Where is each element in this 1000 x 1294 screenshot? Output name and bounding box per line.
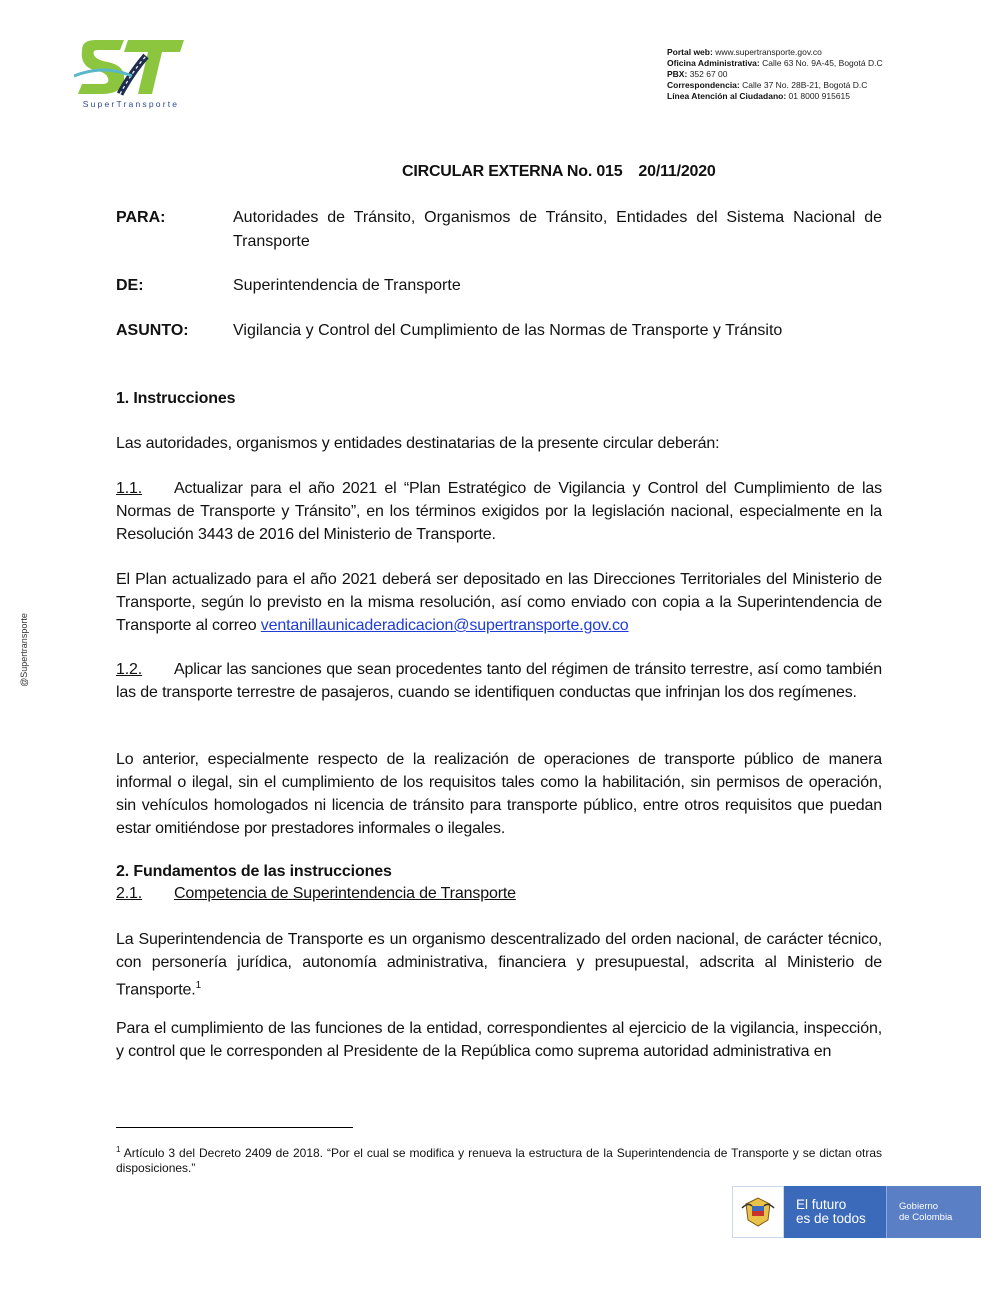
supertransporte-logo-icon (74, 36, 188, 98)
subsection-2-1-title: Competencia de Superintendencia de Transporte (174, 885, 516, 902)
footnote (116, 1142, 882, 1176)
subsection-2-1 (116, 882, 882, 905)
header-contact-info (667, 47, 883, 102)
para-value: Autoridades de Tránsito, Organismos de Tránsito, Entidades del Sistema Nacional de Transporte (233, 209, 882, 250)
section-2-paragraph-1-text: La Superintendencia de Transporte es un organismo descentralizado del orden nacional, de carácter técnico, con personería jurídica, autonomía administrativa, financiera y presupuestal, adscrita al Ministerio de Transporte. (116, 931, 882, 999)
footnote-number: 1 (116, 1145, 121, 1154)
gobierno-block (887, 1186, 981, 1238)
item-1-2 (116, 658, 882, 704)
para-key: PARA: (116, 209, 166, 226)
coat-of-arms-icon (732, 1186, 784, 1238)
footnote-text: Artículo 3 del Decreto 2409 de 2018. “Por el cual se modifica y renueva la estructura de la Superintendencia de Transporte y se dictan otras disposiciones.” (116, 1146, 882, 1175)
de-key: DE: (116, 277, 144, 294)
item-1-2-number: 1.2. (116, 661, 143, 678)
de-value: Superintendencia de Transporte (233, 277, 461, 294)
footnote-divider (116, 1127, 353, 1128)
section-1-heading: 1. Instrucciones (116, 390, 236, 407)
section-1-intro: Las autoridades, organismos y entidades destinatarias de la presente circular deberán: (116, 435, 720, 452)
side-social-handle: @Supertransporte (19, 613, 29, 687)
asunto-row (116, 319, 882, 343)
el-futuro-block (784, 1186, 886, 1238)
de-row (116, 274, 882, 298)
section-2-paragraph-1 (116, 928, 882, 1001)
anterior-paragraph: Lo anterior, especialmente respecto de la realización de operaciones de transporte público de manera informal o ilegal, sin el cumplimiento de los requisitos tales como la habilitación, sin permisos de operación, sin vehículos homologados ni licencia de tránsito para transporte público, entre otros requisitos que puedan estar omitiéndose por prestadores informales o ilegales. (116, 751, 882, 837)
plan-paragraph (116, 568, 882, 637)
plan-text: El Plan actualizado para el año 2021 deberá ser depositado en las Direcciones Territoriales del Ministerio de Transporte, según lo previsto en la misma resolución, así como enviado con copia a la Superintendencia de Transporte al correo (116, 571, 882, 634)
section-2-heading: 2. Fundamentos de las instrucciones (116, 863, 392, 880)
circular-number: CIRCULAR EXTERNA No. 015 (402, 163, 623, 180)
item-1-1-number: 1.1. (116, 480, 143, 497)
asunto-key: ASUNTO: (116, 322, 189, 339)
correspondencia-line: Correspondencia: Calle 37 No. 28B-21, Bogotá D.C (667, 80, 868, 90)
gobierno-line-1: Gobierno (899, 1201, 939, 1212)
el-futuro-line-1: El futuro (796, 1197, 847, 1212)
government-badge (732, 1186, 981, 1238)
logo-wordmark: SuperTransporte (82, 99, 180, 109)
subsection-2-1-number: 2.1. (116, 885, 143, 902)
supertransporte-logo (74, 36, 188, 116)
gobierno-line-2: de Colombia (899, 1212, 953, 1223)
linea-atencion-line: Línea Atención al Ciudadano: 01 8000 915615 (667, 91, 850, 101)
el-futuro-line-2: es de todos (796, 1211, 866, 1226)
document-title (402, 163, 732, 181)
pbx-line: PBX: 352 67 00 (667, 69, 728, 79)
item-1-2-text: Aplicar las sanciones que sean procedentes tanto del régimen de tránsito terrestre, así como también las de transporte terrestre de pasajeros, cuando se identifiquen conductas que infrinjan los dos regímenes. (116, 661, 882, 701)
oficina-line: Oficina Administrativa: Calle 63 No. 9A-45, Bogotá D.C (667, 58, 883, 68)
circular-date: 20/11/2020 (638, 163, 716, 180)
portal-web-line: Portal web: www.supertransporte.gov.co (667, 47, 822, 57)
item-1-1 (116, 477, 882, 546)
footnote-ref[interactable]: 1 (195, 980, 201, 991)
section-2-paragraph-2: Para el cumplimiento de las funciones de la entidad, correspondientes al ejercicio de la vigilancia, inspección, y control que le corresponden al Presidente de la República como suprema autoridad administrativa en (116, 1020, 882, 1060)
email-link[interactable]: ventanillaunicaderadicacion@supertransporte.gov.co (260, 617, 629, 634)
para-row (116, 206, 882, 254)
asunto-value: Vigilancia y Control del Cumplimiento de las Normas de Transporte y Tránsito (233, 322, 783, 339)
item-1-1-text: Actualizar para el año 2021 el “Plan Estratégico de Vigilancia y Control del Cumplimiento de las Normas de Transporte y Tránsito”, en los términos exigidos por la legislación nacional, especialmente en la Resolución 3443 de 2016 del Ministerio de Transporte. (116, 480, 882, 543)
